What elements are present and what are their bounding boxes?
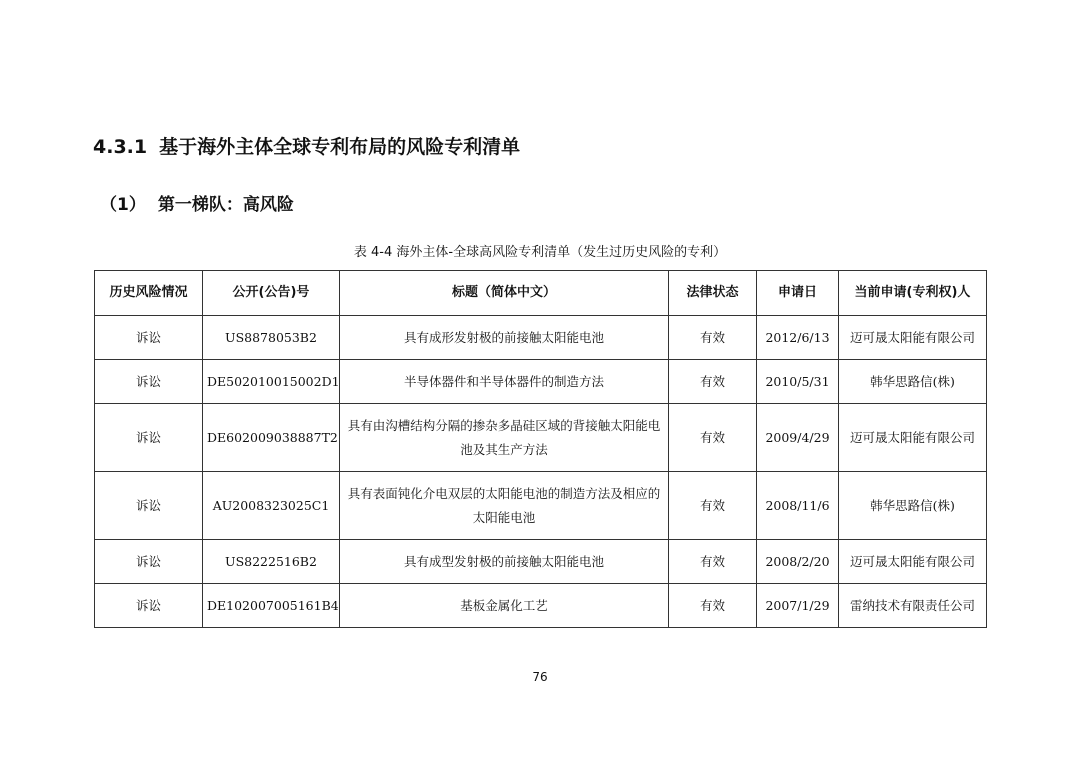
table-row <box>95 360 987 404</box>
cell-title: 具有成形发射极的前接触太阳能电池 <box>340 316 669 360</box>
page-number: 76 <box>532 670 548 684</box>
cell-holder: 韩华思路信(株) <box>839 472 987 540</box>
header-holder: 当前申请(专利权)人 <box>839 271 987 316</box>
cell-status: 有效 <box>669 472 757 540</box>
table-caption: 表 4-4 海外主体-全球高风险专利清单（发生过历史风险的专利） <box>353 245 727 260</box>
table-row <box>95 404 987 472</box>
cell-pub-no: DE502010015002D1 <box>203 360 340 404</box>
cell-date: 2012/6/13 <box>757 316 839 360</box>
cell-date: 2009/4/29 <box>757 404 839 472</box>
cell-pub-no: US8222516B2 <box>203 540 340 584</box>
subsection-title: 第一梯队：高风险 <box>157 195 294 215</box>
cell-status: 有效 <box>669 404 757 472</box>
table-row <box>95 316 987 360</box>
cell-date: 2007/1/29 <box>757 584 839 628</box>
cell-title: 具有由沟槽结构分隔的掺杂多晶硅区域的背接触太阳能电池及其生产方法 <box>340 404 669 472</box>
cell-pub-no: DE102007005161B4 <box>203 584 340 628</box>
section-heading <box>93 132 520 159</box>
cell-pub-no: DE602009038887T2 <box>203 404 340 472</box>
cell-date: 2008/11/6 <box>757 472 839 540</box>
cell-date: 2010/5/31 <box>757 360 839 404</box>
cell-risk: 诉讼 <box>95 404 203 472</box>
subsection-heading <box>100 190 294 215</box>
header-status: 法律状态 <box>669 271 757 316</box>
cell-pub-no: AU2008323025C1 <box>203 472 340 540</box>
cell-risk: 诉讼 <box>95 316 203 360</box>
cell-holder: 韩华思路信(株) <box>839 360 987 404</box>
table-row <box>95 540 987 584</box>
cell-title: 半导体器件和半导体器件的制造方法 <box>340 360 669 404</box>
header-pub-no: 公开(公告)号 <box>203 271 340 316</box>
cell-holder: 迈可晟太阳能有限公司 <box>839 404 987 472</box>
subsection-number: （1） <box>100 195 146 215</box>
table-header-row <box>95 271 987 316</box>
cell-date: 2008/2/20 <box>757 540 839 584</box>
cell-status: 有效 <box>669 316 757 360</box>
header-date: 申请日 <box>757 271 839 316</box>
cell-status: 有效 <box>669 540 757 584</box>
table-row <box>95 472 987 540</box>
cell-risk: 诉讼 <box>95 584 203 628</box>
patent-table <box>94 270 987 628</box>
cell-title: 具有成型发射极的前接触太阳能电池 <box>340 540 669 584</box>
cell-title: 基板金属化工艺 <box>340 584 669 628</box>
cell-holder: 雷纳技术有限责任公司 <box>839 584 987 628</box>
header-title: 标题（简体中文） <box>340 271 669 316</box>
cell-risk: 诉讼 <box>95 540 203 584</box>
cell-title: 具有表面钝化介电双层的太阳能电池的制造方法及相应的太阳能电池 <box>340 472 669 540</box>
header-risk: 历史风险情况 <box>95 271 203 316</box>
cell-risk: 诉讼 <box>95 360 203 404</box>
section-number: 4.3.1 <box>93 136 148 158</box>
cell-holder: 迈可晟太阳能有限公司 <box>839 540 987 584</box>
cell-pub-no: US8878053B2 <box>203 316 340 360</box>
cell-status: 有效 <box>669 360 757 404</box>
cell-risk: 诉讼 <box>95 472 203 540</box>
section-title: 基于海外主体全球专利布局的风险专利清单 <box>159 136 521 158</box>
cell-holder: 迈可晟太阳能有限公司 <box>839 316 987 360</box>
cell-status: 有效 <box>669 584 757 628</box>
table-row <box>95 584 987 628</box>
